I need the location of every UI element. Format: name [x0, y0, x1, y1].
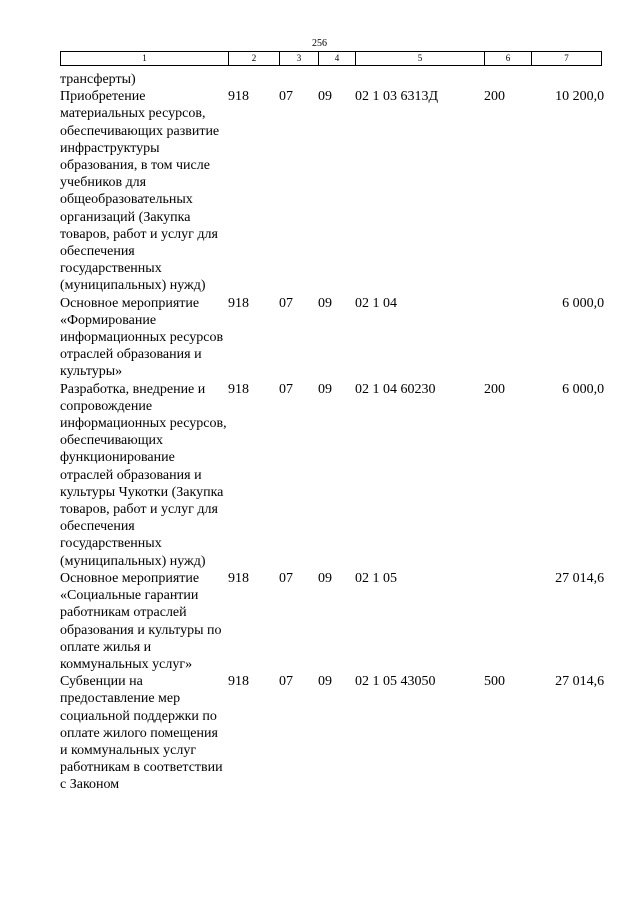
header-cell-3: 3 [280, 52, 319, 66]
row-name: Субвенции на предоставление мер социальной поддержки по оплате жилого помещения и коммунальных услуг работникам в соответствии с Законом [60, 674, 223, 793]
row-amount: 27 014,6 [555, 674, 605, 690]
row-amount: 27 014,6 [555, 570, 605, 586]
table-row [60, 673, 604, 793]
row-amount: 6 000,0 [562, 295, 605, 311]
row-target-article: 02 1 04 [355, 295, 397, 311]
continuation-text: трансферты) [60, 72, 136, 87]
column-number-header [60, 51, 602, 66]
header-cell-1: 1 [61, 52, 229, 66]
row-name: Основное мероприятие «Социальные гарантии работникам отраслей образования и культуры по оплате жилья и коммунальных услуг» [60, 570, 222, 672]
row-name: Разработка, внедрение и сопровождение информационных ресурсов, обеспечивающих функционирование отраслей образования и культуры Чукотки (Закупка товаров, работ и услуг для обеспечения государственных (муниципальных) нужд) [60, 381, 227, 569]
row-ministry: 918 [228, 570, 249, 586]
row-ministry: 918 [228, 89, 249, 105]
row-ministry: 918 [228, 295, 249, 311]
row-ministry: 918 [228, 381, 249, 397]
row-subsection: 09 [318, 295, 332, 311]
row-name: Основное мероприятие «Формирование информационных ресурсов отраслей образования и культуры» [60, 295, 224, 380]
header-cell-6: 6 [485, 52, 532, 66]
row-ministry: 918 [228, 674, 249, 690]
row-expense-type: 200 [484, 89, 505, 105]
table-row [60, 381, 604, 570]
row-target-article: 02 1 04 60230 [355, 381, 436, 397]
row-section: 07 [279, 674, 293, 690]
row-target-article: 02 1 03 6313Д [355, 89, 439, 105]
row-expense-type: 500 [484, 674, 505, 690]
row-section: 07 [279, 570, 293, 586]
budget-table [60, 71, 604, 794]
header-cell-4: 4 [319, 52, 356, 66]
row-amount: 10 200,0 [555, 89, 605, 105]
row-section: 07 [279, 89, 293, 105]
row-subsection: 09 [318, 89, 332, 105]
row-target-article: 02 1 05 [355, 570, 397, 586]
table-row [60, 88, 604, 294]
header-cell-5: 5 [356, 52, 485, 66]
row-name: Приобретение материальных ресурсов, обеспечивающих развитие инфраструктуры образования, в том числе учебников для общеобразовательных организаций (Закупка товаров, работ и услуг для обеспечения государственных (муниципальных) нужд) [60, 89, 220, 294]
row-section: 07 [279, 381, 293, 397]
table-row [60, 570, 604, 673]
row-section: 07 [279, 295, 293, 311]
page-number: 256 [312, 38, 327, 49]
row-subsection: 09 [318, 570, 332, 586]
header-cell-2: 2 [229, 52, 280, 66]
row-subsection: 09 [318, 381, 332, 397]
row-expense-type [484, 570, 531, 673]
row-subsection: 09 [318, 674, 332, 690]
row-expense-type [484, 295, 531, 381]
row-expense-type: 200 [484, 381, 505, 397]
row-amount: 6 000,0 [562, 381, 605, 397]
continuation-row [60, 71, 604, 88]
row-target-article: 02 1 05 43050 [355, 674, 436, 690]
table-row [60, 295, 604, 381]
header-row [61, 52, 602, 66]
header-cell-7: 7 [532, 52, 602, 66]
